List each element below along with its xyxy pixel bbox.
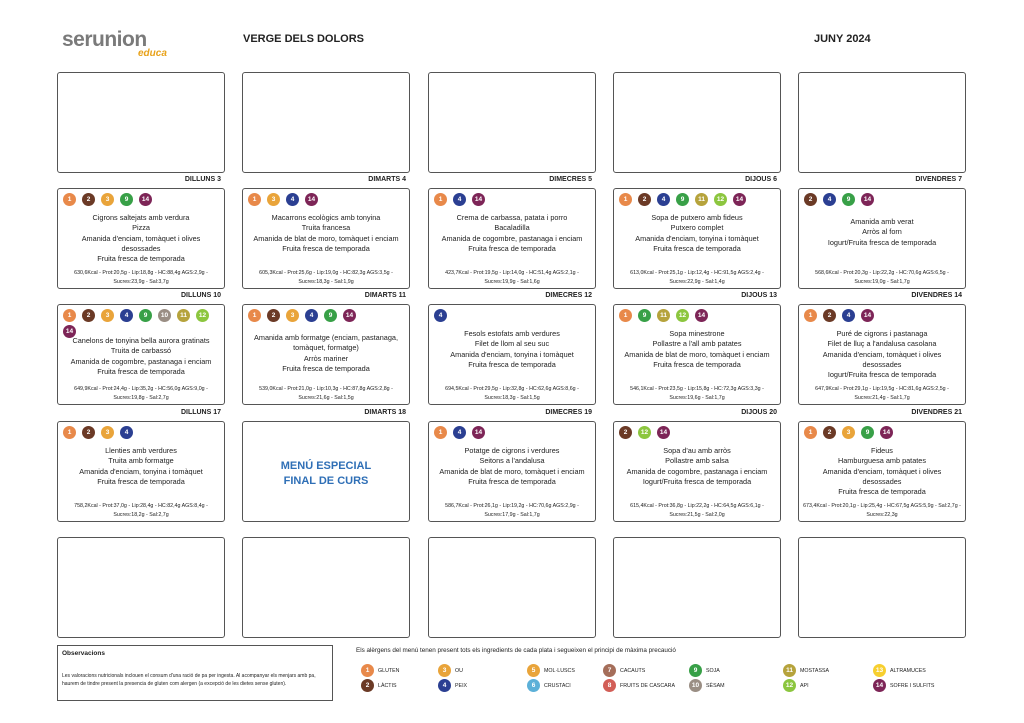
allergen-badge: 4	[120, 309, 133, 322]
dish-item: Pollastre amb salsa	[665, 456, 729, 466]
allergen-badge: 1	[248, 309, 261, 322]
legend-label: SOFRE I SULFITS	[890, 682, 935, 689]
nutrition-info: 630,6Kcal - Prot:20,5g - Lip:18,8g - HC:88,4g AGS:2,9g - Sucres:23,9g - Sal:3,7g	[74, 270, 208, 285]
dish-item: Iogurt/Fruita fresca de temporada	[827, 370, 937, 380]
allergen-badge: 2	[619, 426, 632, 439]
observations-box	[57, 645, 333, 701]
dish-list	[247, 333, 405, 374]
allergen-badges	[804, 193, 962, 206]
day-label: DIJOUS 13	[741, 292, 777, 299]
dish-list	[618, 329, 776, 370]
allergen-badge: 14	[472, 193, 485, 206]
dish-item: Llenties amb verdures	[105, 446, 177, 455]
dish-item: Fruita fresca de temporada	[282, 243, 370, 253]
dish-item: Amanida de cogombre, pastanaga i enciam	[441, 233, 583, 243]
legend-item	[361, 679, 397, 692]
day-menu-card	[613, 421, 781, 522]
dish-item: Potatge de cigrons i verdures	[464, 446, 560, 455]
allergen-badge: 9	[120, 193, 133, 206]
allergen-badge: 4	[438, 679, 451, 692]
legend-label: ALTRAMUCES	[890, 667, 926, 674]
allergen-badge: 3	[842, 426, 855, 439]
empty-day-card	[798, 537, 966, 638]
day-menu-card	[57, 304, 225, 405]
allergen-badge: 7	[603, 664, 616, 677]
day-label: DIMECRES 5	[549, 176, 592, 183]
dish-item: Amanida amb formatge (enciam, pastanaga, tomàquet, formatge)	[254, 333, 398, 353]
dish-item: Fruita fresca de temporada	[97, 476, 185, 486]
allergen-badges	[63, 193, 221, 206]
allergen-badges	[804, 309, 962, 322]
dish-list	[247, 213, 405, 254]
dish-item: Truita francesa	[301, 223, 351, 233]
empty-day-card	[428, 72, 596, 173]
dish-item: Fruita fresca de temporada	[282, 363, 370, 373]
legend-label: GLUTEN	[378, 667, 400, 674]
dish-item: Cigrons saltejats amb verdura	[92, 213, 190, 222]
allergen-badge: 2	[267, 309, 280, 322]
dish-list	[803, 217, 961, 248]
dish-item: Amanida d'enciam, tomàquet i olives desossades	[822, 349, 942, 369]
dish-list	[62, 213, 220, 264]
dish-item: Fruita fresca de temporada	[468, 243, 556, 253]
dish-item: Amanida amb verat	[850, 217, 914, 226]
allergen-badge: 14	[63, 325, 76, 338]
nutrition-info: 546,1Kcal - Prot:23,5g - Lip:15,8g - HC:72,3g AGS:3,3g - Sucres:19,6g - Sal:1,7g	[630, 386, 764, 401]
nutrition-info: 758,2Kcal - Prot:37,0g - Lip:28,4g - HC:82,4g AGS:8,4g - Sucres:18,2g - Sal:2,7g	[74, 503, 208, 518]
school-name: VERGE DELS DOLORS	[243, 33, 365, 45]
legend-label: SOJA	[706, 667, 720, 674]
observations-title: Observacions	[62, 650, 105, 657]
allergen-badge: 11	[783, 664, 796, 677]
allergen-badge: 11	[657, 309, 670, 322]
allergen-badge: 8	[603, 679, 616, 692]
legend-label: LÀCTIS	[378, 682, 397, 689]
allergen-badge: 1	[434, 193, 447, 206]
allergen-badge: 14	[657, 426, 670, 439]
nutrition-info: 673,4Kcal - Prot:20,1g - Lip:25,4g - HC:67,5g AGS:5,9g - Sal:2,7g - Sucres:22,3g	[803, 503, 961, 518]
empty-day-card	[242, 72, 410, 173]
dish-item: Truita amb formatge	[108, 456, 174, 466]
allergen-badge: 3	[286, 309, 299, 322]
empty-day-card	[57, 537, 225, 638]
nutrition-info: 586,7Kcal - Prot:26,1g - Lip:19,2g - HC:70,6g AGS:2,9g - Sucres:17,9g - Sal:1,7g	[445, 503, 579, 518]
observations-text: Les valoracions nutricionals inclouen el consum d'una ració de pa per ingesta. Al acompanyar els menjars amb pa, haurem de tindre present la presencia de gluten com alergen (a excepció de les dietes sense gluten).	[62, 673, 316, 687]
day-label: DILLUNS 10	[180, 292, 221, 299]
legend-item	[527, 664, 575, 677]
dish-list	[803, 329, 961, 380]
dish-item: Iogurt/Fruita fresca de temporada	[827, 237, 937, 247]
day-menu-card	[798, 188, 966, 289]
nutrition-info: 423,7Kcal - Prot:19,5g - Lip:14,0g - HC:51,4g AGS:2,1g - Sucres:19,9g - Sal:1,6g	[445, 270, 579, 285]
empty-day-card	[242, 537, 410, 638]
nutrition-info: 613,0Kcal - Prot:25,1g - Lip:12,4g - HC:91,5g AGS:2,4g - Sucres:22,9g - Sal:1,4g	[630, 270, 764, 285]
dish-item: Fruita fresca de temporada	[97, 254, 185, 264]
dish-item: Filet de llom al seu suc	[474, 339, 550, 349]
allergen-badge: 4	[434, 309, 447, 322]
allergen-badge: 6	[527, 679, 540, 692]
allergen-badge: 14	[861, 309, 874, 322]
allergen-badges	[619, 309, 777, 322]
dish-item: Fruita fresca de temporada	[653, 359, 741, 369]
nutrition-info: 647,9Kcal - Prot:29,1g - Lip:19,5g - HC:81,6g AGS:2,5g - Sucres:21,4g - Sal:1,7g	[815, 386, 949, 401]
dish-list	[433, 213, 591, 254]
day-label: DIMARTS 18	[364, 409, 406, 416]
allergen-badges	[248, 193, 406, 206]
allergen-badge: 1	[619, 309, 632, 322]
dish-list	[433, 446, 591, 487]
dish-item: Iogurt/Fruita fresca de temporada	[642, 476, 752, 486]
nutrition-info: 605,3Kcal - Prot:25,6g - Lip:19,0g - HC:82,3g AGS:3,5g - Sucres:18,3g - Sal:1,9g	[259, 270, 393, 285]
day-menu-card	[242, 304, 410, 405]
legend-item	[438, 679, 467, 692]
allergen-badge: 9	[842, 193, 855, 206]
nutrition-info: 694,5Kcal - Prot:29,5g - Lip:32,8g - HC:62,6g AGS:8,6g - Sucres:18,3g - Sal:1,5g	[445, 386, 579, 401]
allergen-badge: 14	[305, 193, 318, 206]
allergen-badges	[63, 309, 221, 338]
menu-month: JUNY 2024	[814, 33, 871, 45]
dish-item: Amanida de blat de moro, tomàquet i enciam	[439, 466, 585, 476]
dish-item: Crema de carbassa, patata i porro	[456, 213, 568, 222]
allergen-badge: 9	[324, 309, 337, 322]
dish-item: Amanida d'enciam, tomàquet i olives desossades	[822, 466, 942, 486]
dish-list	[433, 329, 591, 370]
allergen-badge: 12	[783, 679, 796, 692]
logo-main-text: serunion	[62, 28, 147, 51]
allergen-badge: 11	[695, 193, 708, 206]
dish-item: Fruita fresca de temporada	[468, 359, 556, 369]
allergen-badge: 14	[880, 426, 893, 439]
legend-item	[603, 664, 645, 677]
allergen-badge: 2	[361, 679, 374, 692]
legend-label: API	[800, 682, 809, 689]
special-menu-text	[243, 459, 409, 489]
day-label: DIVENDRES 7	[915, 176, 962, 183]
allergen-badge: 2	[82, 426, 95, 439]
allergen-badge: 1	[248, 193, 261, 206]
legend-label: MOSTASSA	[800, 667, 830, 674]
logo-sub-text: educa	[138, 48, 167, 59]
dish-list	[62, 446, 220, 487]
legend-item	[689, 664, 720, 677]
allergen-badge: 9	[861, 426, 874, 439]
legend-label: FRUITS DE CASCARA	[620, 682, 676, 689]
allergen-badge: 1	[63, 193, 76, 206]
allergen-badges	[804, 426, 962, 439]
empty-day-card	[613, 537, 781, 638]
dish-item: Sopa minestrone	[669, 329, 725, 338]
day-label: DILLUNS 17	[180, 409, 221, 416]
allergen-badge: 4	[120, 426, 133, 439]
allergen-badge: 11	[177, 309, 190, 322]
legend-label: PEIX	[455, 682, 468, 689]
allergen-badge: 14	[873, 679, 886, 692]
dish-item: Canelons de tonyina bella aurora gratinats	[72, 336, 210, 345]
dish-item: Arròs al forn	[862, 227, 902, 237]
day-menu-card	[428, 421, 596, 522]
day-label: DIJOUS 20	[741, 409, 777, 416]
allergen-badge: 14	[861, 193, 874, 206]
dish-item: Fesols estofats amb verdures	[464, 329, 560, 338]
dish-item: Fruita fresca de temporada	[97, 366, 185, 376]
legend-item	[361, 664, 400, 677]
dish-item: Bacaladilla	[494, 223, 530, 233]
allergen-badge: 1	[63, 309, 76, 322]
allergen-badge: 3	[101, 426, 114, 439]
allergen-badge: 4	[286, 193, 299, 206]
allergen-badge: 12	[196, 309, 209, 322]
allergen-badge: 12	[676, 309, 689, 322]
allergen-badge: 1	[804, 426, 817, 439]
day-menu-card	[242, 188, 410, 289]
allergen-badge: 14	[343, 309, 356, 322]
nutrition-info: 649,9Kcal - Prot:24,4g - Lip:35,2g - HC:56,0g AGS:9,0g - Sucres:19,8g - Sal:2,7g	[74, 386, 208, 401]
legend-label: MOL·LUSCS	[544, 667, 575, 674]
dish-item: Fideus	[871, 446, 893, 455]
dish-item: Putxero complet	[670, 223, 724, 233]
dish-item: Amanida de blat de moro, tomàquet i enciam	[253, 233, 399, 243]
day-label: DIVENDRES 14	[911, 292, 962, 299]
day-label: DIMECRES 19	[545, 409, 592, 416]
legend-item	[873, 664, 926, 677]
allergen-badge: 2	[82, 193, 95, 206]
allergen-badge: 10	[158, 309, 171, 322]
legend-label: SÈSAM	[706, 682, 725, 689]
allergen-badge: 12	[714, 193, 727, 206]
allergen-badges	[619, 193, 777, 206]
dish-item: Amanida de cogombre, pastanaga i enciam	[626, 466, 768, 476]
empty-day-card	[428, 537, 596, 638]
allergen-badges	[63, 426, 221, 439]
day-label: DILLUNS 3	[184, 176, 221, 183]
empty-day-card	[613, 72, 781, 173]
dish-item: Fruita fresca de temporada	[653, 243, 741, 253]
day-label: DIMARTS 4	[368, 176, 406, 183]
allergen-badge: 9	[139, 309, 152, 322]
allergen-badge: 3	[267, 193, 280, 206]
legend-label: CRUSTACI	[544, 682, 571, 689]
legend-item	[689, 679, 725, 692]
legend-item	[783, 679, 809, 692]
day-menu-card	[57, 188, 225, 289]
dish-item: Pizza	[132, 223, 150, 233]
allergen-badge: 1	[434, 426, 447, 439]
allergen-badge: 2	[823, 426, 836, 439]
dish-item: Amanida d'enciam, tonyina i tomàquet	[450, 349, 574, 359]
allergen-badge: 1	[804, 309, 817, 322]
day-label: DIVENDRES 21	[911, 409, 962, 416]
dish-item: Macarrons ecològics amb tonyina	[271, 213, 381, 222]
nutrition-info: 615,4Kcal - Prot:36,8g - Lip:22,2g - HC:64,5g AGS:6,1g - Sucres:21,5g - Sal:2,0g	[630, 503, 764, 518]
serunion-logo	[62, 28, 192, 68]
allergen-badge: 14	[695, 309, 708, 322]
allergen-badge: 9	[676, 193, 689, 206]
dish-item: Hamburguesa amb patates	[837, 456, 927, 466]
dish-list	[62, 336, 220, 377]
allergen-badge: 1	[361, 664, 374, 677]
allergen-badge: 14	[733, 193, 746, 206]
allergen-badge: 1	[63, 426, 76, 439]
allergen-badges	[434, 309, 592, 322]
special-menu-line: MENÚ ESPECIAL	[280, 460, 372, 472]
dish-item: Sopa de putxero amb fideus	[651, 213, 743, 222]
allergen-badge: 9	[638, 309, 651, 322]
empty-day-card	[798, 72, 966, 173]
day-menu-card	[428, 304, 596, 405]
dish-list	[618, 213, 776, 254]
day-label: DIMECRES 12	[545, 292, 592, 299]
allergen-badges	[619, 426, 777, 439]
allergen-badge: 12	[638, 426, 651, 439]
allergen-badge: 4	[842, 309, 855, 322]
allergen-badge: 4	[453, 193, 466, 206]
allergen-badge: 4	[823, 193, 836, 206]
day-menu-card	[428, 188, 596, 289]
legend-label: CACAUTS	[620, 667, 646, 674]
allergen-badge: 2	[82, 309, 95, 322]
day-label: DIMARTS 11	[364, 292, 406, 299]
dish-item: Fruita fresca de temporada	[468, 476, 556, 486]
dish-item: Truita de carbassó	[110, 346, 172, 356]
special-menu-line: FINAL DE CURS	[283, 475, 369, 487]
day-menu-card	[798, 304, 966, 405]
allergen-badge: 13	[873, 664, 886, 677]
allergen-badges	[248, 309, 406, 322]
allergen-badges	[434, 426, 592, 439]
allergen-badges	[434, 193, 592, 206]
dish-list	[803, 446, 961, 497]
nutrition-info: 568,6Kcal - Prot:20,3g - Lip:22,2g - HC:70,6g AGS:6,5g - Sucres:19,0g - Sal:1,7g	[815, 270, 949, 285]
day-label: DIJOUS 6	[745, 176, 777, 183]
dish-item: Amanida d'enciam, tomàquet i olives desossades	[81, 233, 201, 253]
allergen-badge: 3	[101, 309, 114, 322]
dish-item: Fruita fresca de temporada	[838, 487, 926, 497]
allergen-badge: 5	[527, 664, 540, 677]
allergen-badge: 3	[438, 664, 451, 677]
allergen-badge: 14	[139, 193, 152, 206]
legend-item	[527, 679, 571, 692]
day-menu-card	[798, 421, 966, 522]
dish-item: Filet de lluç a l'andalusa casolana	[827, 339, 937, 349]
allergen-badge: 2	[823, 309, 836, 322]
dish-item: Puré de cigrons i pastanaga	[836, 329, 928, 338]
dish-item: Pollastre a l'all amb patates	[652, 339, 742, 349]
day-menu-card	[613, 188, 781, 289]
empty-day-card	[57, 72, 225, 173]
day-menu-card	[242, 421, 410, 522]
dish-item: Sopa d'au amb arròs	[663, 446, 731, 455]
allergen-badge: 2	[804, 193, 817, 206]
dish-item: Arròs mariner	[303, 353, 349, 363]
allergen-badge: 2	[638, 193, 651, 206]
dish-item: Amanida d'enciam, tonyina i tomàquet	[79, 466, 203, 476]
legend-item	[873, 679, 934, 692]
legend-label: OU	[455, 667, 463, 674]
day-menu-card	[57, 421, 225, 522]
dish-list	[618, 446, 776, 487]
dish-item: Seitons a l'andalusa	[479, 456, 545, 466]
allergen-badge: 14	[472, 426, 485, 439]
allergen-badge: 4	[305, 309, 318, 322]
dish-item: Amanida d'enciam, tonyina i tomàquet	[635, 233, 759, 243]
allergen-badge: 1	[619, 193, 632, 206]
allergen-badge: 3	[101, 193, 114, 206]
dish-item: Amanida de blat de moro, tomàquet i enciam	[624, 349, 770, 359]
legend-item	[438, 664, 463, 677]
allergen-badge: 4	[657, 193, 670, 206]
day-menu-card	[613, 304, 781, 405]
allergen-legend-heading: Els alèrgens del menú tenen present tots els ingredients de cada plata i segueixen el principi de màxima precaució	[356, 647, 676, 654]
allergen-badge: 10	[689, 679, 702, 692]
legend-item	[603, 679, 675, 692]
legend-item	[783, 664, 829, 677]
allergen-badge: 9	[689, 664, 702, 677]
nutrition-info: 539,0Kcal - Prot:21,0g - Lip:10,3g - HC:87,8g AGS:2,8g - Sucres:21,6g - Sal:1,5g	[259, 386, 393, 401]
allergen-badge: 4	[453, 426, 466, 439]
dish-item: Amanida de cogombre, pastanaga i enciam	[70, 356, 212, 366]
